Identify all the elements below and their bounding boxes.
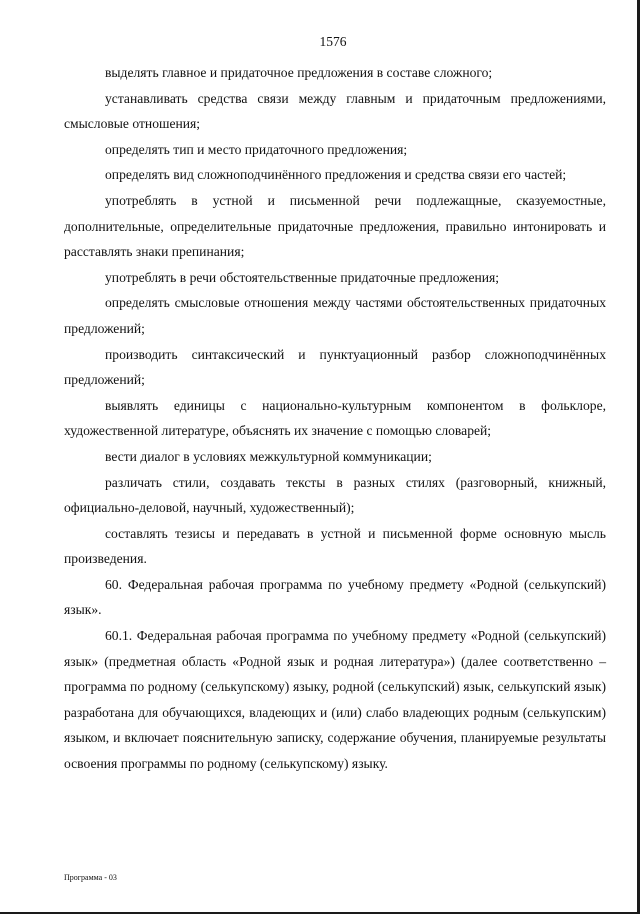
paragraph: различать стили, создавать тексты в разных стилях (разговорный, книжный, официально-деловой, научный, художественный); — [64, 474, 606, 516]
paragraph: выделять главное и придаточное предложения в составе сложного; — [105, 65, 493, 80]
section-heading-60: 60. Федеральная рабочая программа по учебному предмету «Родной (селькупский) язык». — [64, 576, 606, 618]
document-body — [64, 60, 606, 777]
paragraph: употреблять в речи обстоятельственные придаточные предложения; — [105, 269, 500, 285]
paragraph: определять вид сложноподчинённого предложения и средства связи его частей; — [105, 167, 567, 183]
paragraph: определять тип и место придаточного предложения; — [105, 141, 408, 157]
page-number: 1576 — [319, 34, 347, 49]
section-paragraph-60-1: 60.1. Федеральная рабочая программа по учебному предмету «Родной (селькупский) язык» (предметная область «Родной язык и родная литература») (далее соответственно – программа по родному (селькупскому) языку, родной (селькупский) язык, селькупский язык) разработана для обучающихся, владеющих и (или) слабо владеющих родным (селькупским) языком, и включает пояснительную записку, содержание обучения, планируемые результаты освоения программы по родному (селькупскому) языку. — [64, 628, 606, 772]
paragraph: определять смысловые отношения между частями обстоятельственных придаточных предложений; — [64, 295, 606, 336]
paragraph: употреблять в устной и письменной речи подлежащные, сказуемостные, дополнительные, определительные придаточные предложения, правильно интонировать и расставлять знаки препинания; — [64, 192, 606, 260]
paragraph: выявлять единицы с национально-культурным компонентом в фольклоре, художественной литературе, объяснять их значение с помощью словарей; — [64, 397, 606, 439]
footer-label: Программа - 03 — [64, 873, 117, 882]
paragraph: вести диалог в условиях межкультурной коммуникации; — [105, 448, 432, 464]
paragraph: составлять тезисы и передавать в устной и письменной форме основную мысль произведения. — [64, 525, 606, 567]
paragraph: устанавливать средства связи между главным и придаточным предложениями, смысловые отношения; — [64, 90, 606, 132]
paragraph: производить синтаксический и пунктуационный разбор сложноподчинённых предложений; — [64, 346, 606, 388]
